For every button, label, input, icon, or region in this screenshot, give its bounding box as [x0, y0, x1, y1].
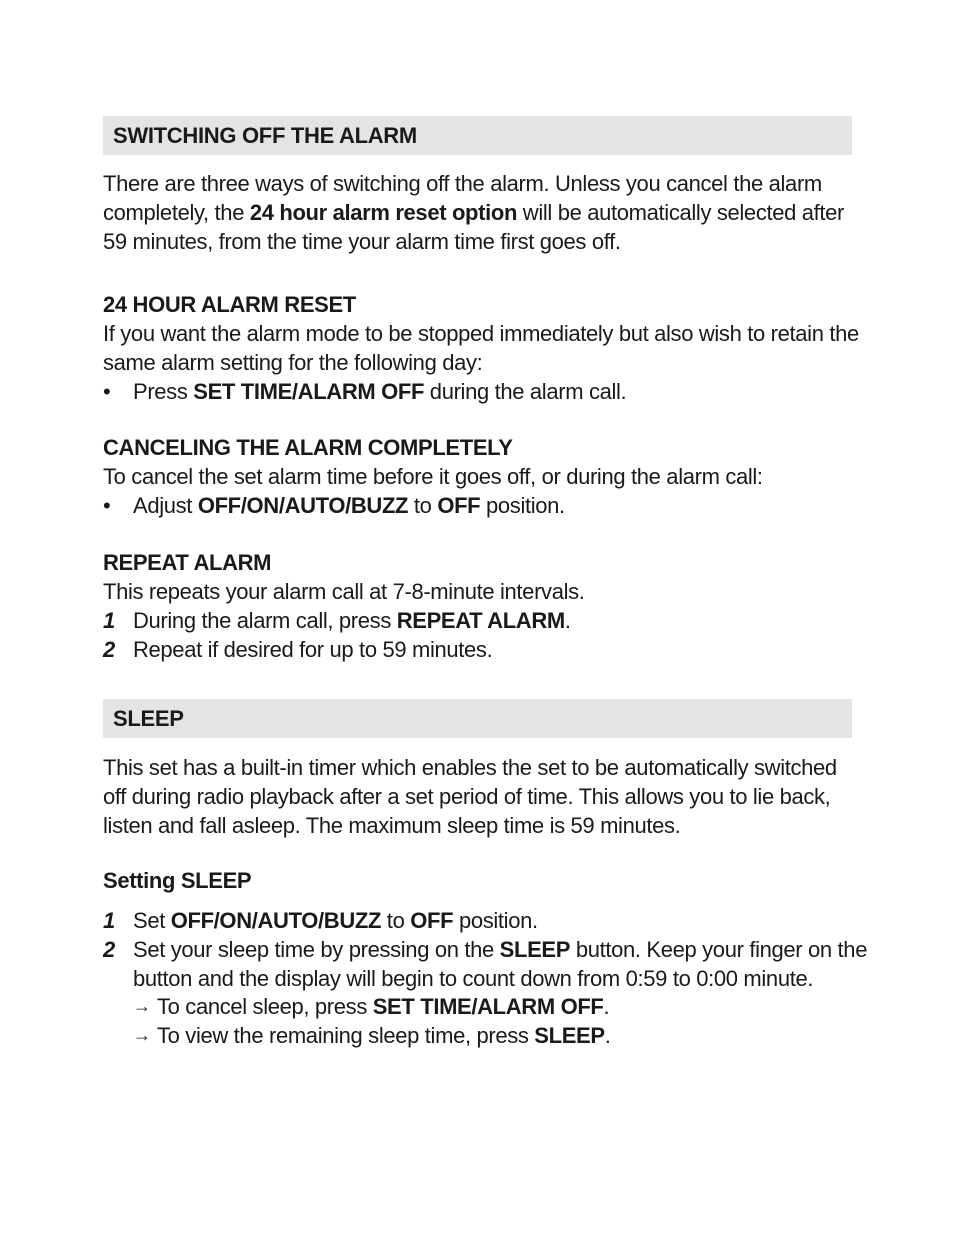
- repeat-step-2: Repeat if desired for up to 59 minutes.: [133, 637, 493, 662]
- step-number: 1: [103, 608, 116, 633]
- arrow-right-icon: →: [133, 996, 151, 1016]
- cancel-body: To cancel the set alarm time before it goes off, or during the alarm call:: [103, 464, 763, 489]
- sleep-step-1: Set OFF/ON/AUTO/BUZZ to OFF position.: [133, 908, 538, 933]
- step-number: 2: [103, 937, 116, 962]
- step-number: 2: [103, 637, 116, 662]
- sleep-intro-line-1: This set has a built-in timer which enables the set to be automatically switched: [103, 755, 837, 780]
- intro-line-1: There are three ways of switching off the alarm. Unless you cancel the alarm: [103, 171, 822, 196]
- arrow-right-icon: →: [133, 1025, 151, 1045]
- repeat-body: This repeats your alarm call at 7-8-minute intervals.: [103, 579, 585, 604]
- reset-bullet-text: Press SET TIME/ALARM OFF during the alarm call.: [133, 379, 627, 404]
- intro-line-2: completely, the 24 hour alarm reset option will be automatically selected after: [103, 200, 845, 225]
- repeat-step-1: During the alarm call, press REPEAT ALARM.: [133, 608, 571, 633]
- bullet-marker: •: [103, 493, 111, 518]
- section-heading-sleep: SLEEP: [103, 699, 852, 738]
- subheading-cancel-completely: CANCELING THE ALARM COMPLETELY: [103, 435, 513, 460]
- sleep-note-view: To view the remaining sleep time, press SLEEP.: [157, 1023, 611, 1048]
- subheading-repeat-alarm: REPEAT ALARM: [103, 550, 272, 575]
- reset-body-line-1: If you want the alarm mode to be stopped immediately but also wish to retain the: [103, 321, 859, 346]
- subheading-24h-reset: 24 HOUR ALARM RESET: [103, 292, 356, 317]
- subheading-setting-sleep: Setting SLEEP: [103, 868, 252, 893]
- sleep-intro-line-3: listen and fall asleep. The maximum sleep time is 59 minutes.: [103, 813, 681, 838]
- section-heading-switching-off: SWITCHING OFF THE ALARM: [103, 116, 852, 155]
- sleep-intro-line-2: off during radio playback after a set period of time. This allows you to lie back,: [103, 784, 831, 809]
- cancel-bullet-text: Adjust OFF/ON/AUTO/BUZZ to OFF position.: [133, 493, 565, 518]
- bullet-marker: •: [103, 379, 111, 404]
- sleep-step-2-continuation: button and the display will begin to count down from 0:59 to 0:00 minute.: [133, 966, 814, 991]
- sleep-note-cancel: To cancel sleep, press SET TIME/ALARM OFF.: [157, 994, 610, 1019]
- step-number: 1: [103, 908, 116, 933]
- intro-line-3: 59 minutes, from the time your alarm time first goes off.: [103, 229, 621, 254]
- reset-body-line-2: same alarm setting for the following day:: [103, 350, 483, 375]
- sleep-step-2: Set your sleep time by pressing on the SLEEP button. Keep your finger on the: [133, 937, 868, 962]
